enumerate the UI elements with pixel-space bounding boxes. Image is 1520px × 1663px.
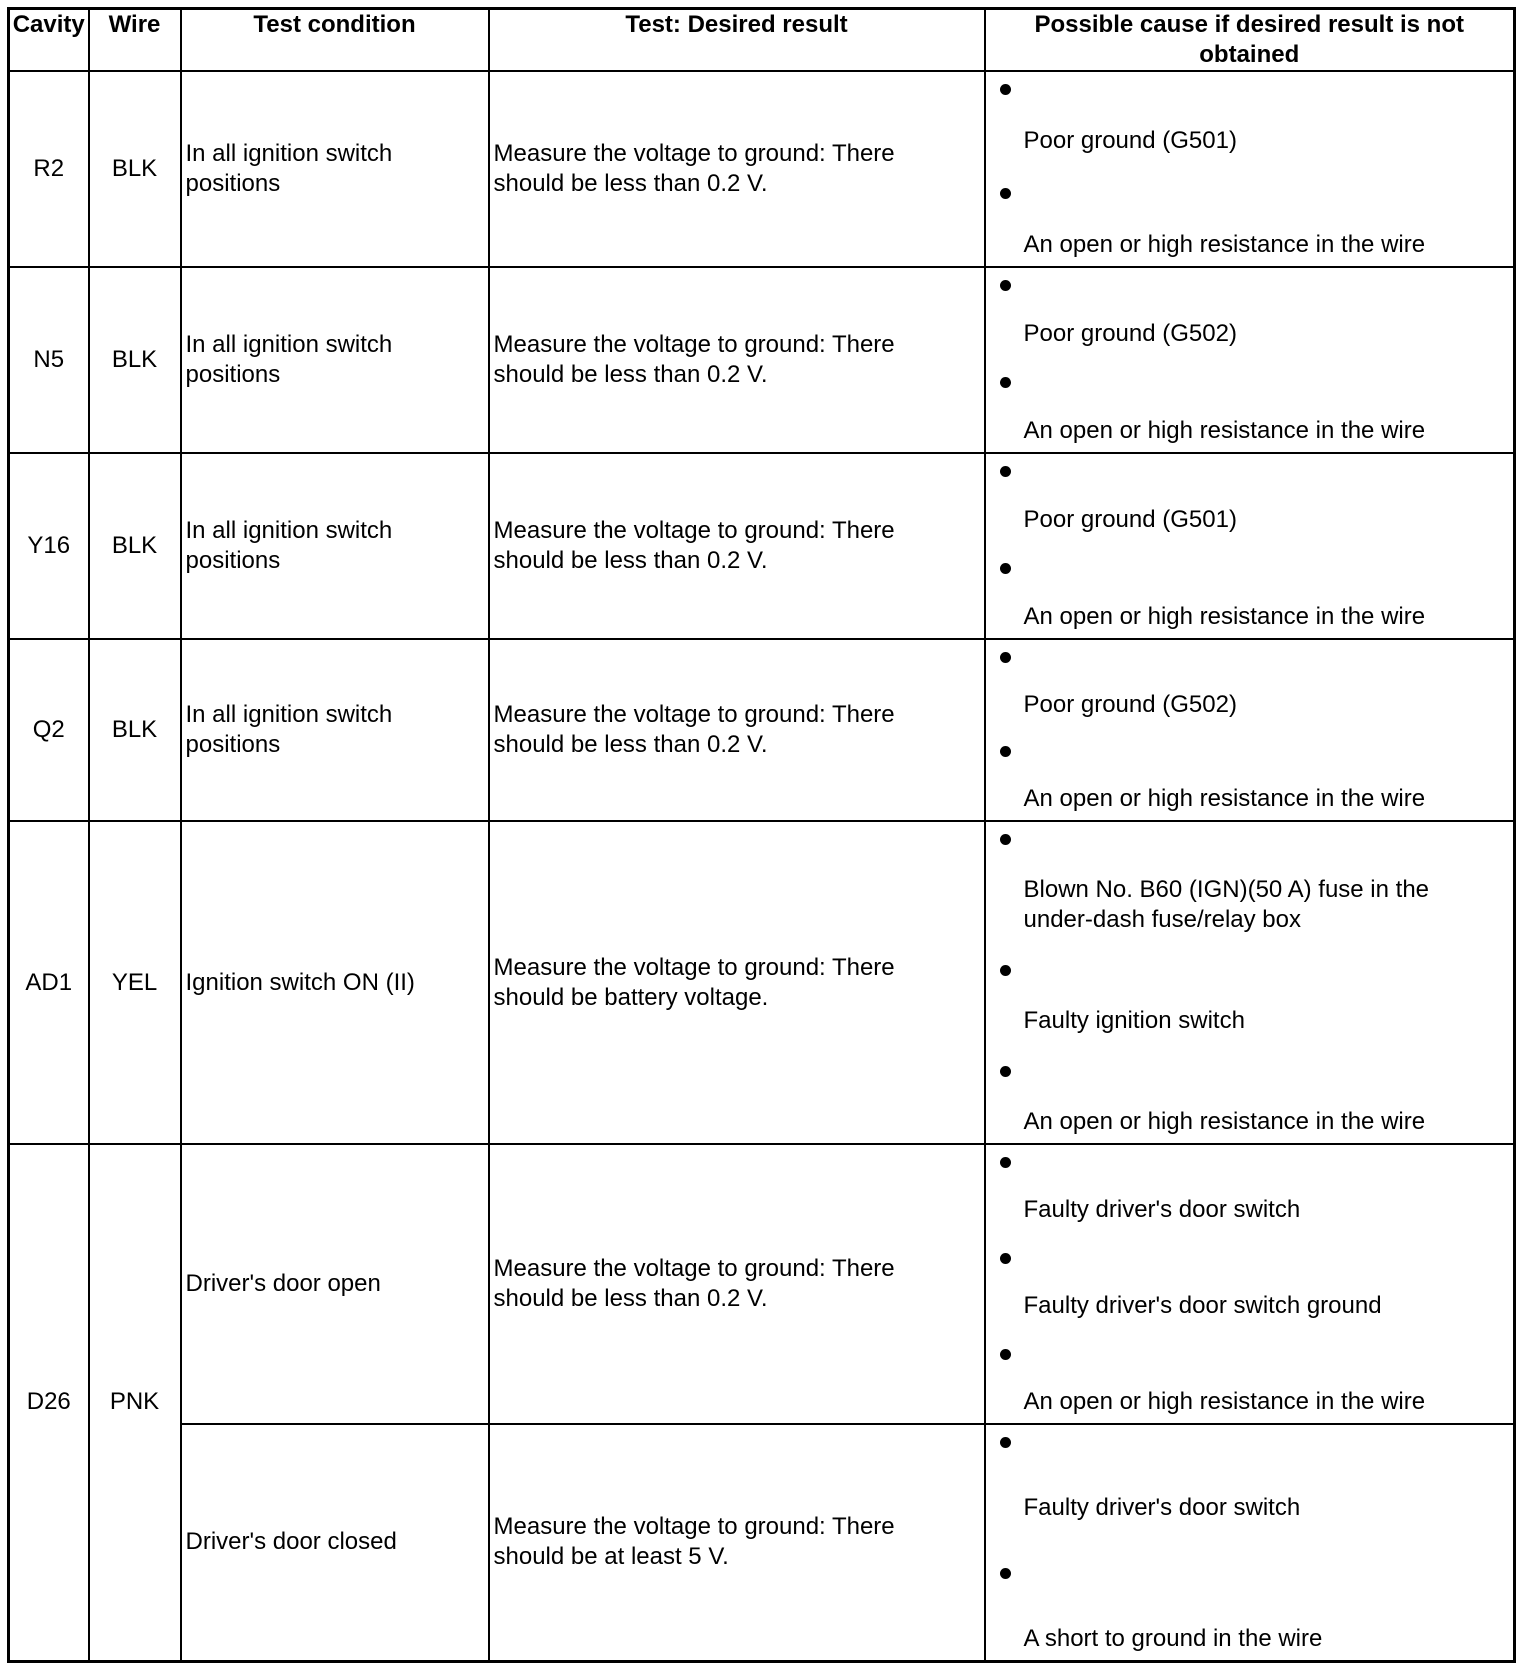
cause-text: An open or high resistance in the wire xyxy=(1023,1387,1426,1415)
cell-cavity: D26 xyxy=(9,1144,89,1661)
test-condition-text: Ignition switch ON (II) xyxy=(185,968,415,996)
cell-cavity: Y16 xyxy=(9,453,89,639)
cell-desired-result xyxy=(489,821,985,1144)
header-row xyxy=(9,9,1515,72)
table-row xyxy=(9,453,1515,639)
cause-text: An open or high resistance in the wire xyxy=(1023,230,1426,258)
cell-possible-cause xyxy=(985,267,1515,453)
cell-wire: YEL xyxy=(89,821,181,1144)
test-condition-text: Driver's door open xyxy=(185,1270,381,1297)
bullet-icon xyxy=(1000,377,1011,388)
bullet-icon xyxy=(1000,563,1011,574)
cause-text: Poor ground (G501) xyxy=(1023,127,1237,155)
cause-text: Faulty driver's door switch xyxy=(1023,1494,1301,1521)
bullet-icon xyxy=(1000,1349,1011,1360)
cell-test-condition xyxy=(181,639,489,821)
cell-test-condition xyxy=(181,1144,489,1424)
cell-wire: PNK xyxy=(89,1144,181,1661)
bullet-icon xyxy=(1000,1157,1011,1168)
cell-cavity: Q2 xyxy=(9,639,89,821)
troubleshooting-table xyxy=(7,7,1516,1663)
cause-text: An open or high resistance in the wire xyxy=(1023,417,1426,444)
cause-text: Blown No. B60 (IGN)(50 A) fuse in the under-dash fuse/relay box xyxy=(1023,876,1430,933)
cell-wire: BLK xyxy=(89,267,181,453)
cell-desired-result xyxy=(489,453,985,639)
cause-text: Faulty driver's door switch ground xyxy=(1023,1292,1382,1320)
bullet-icon xyxy=(1000,1437,1011,1448)
cell-possible-cause xyxy=(985,453,1515,639)
desired-result-text: Measure the voltage to ground: There should be at least 5 V. xyxy=(493,1513,895,1571)
desired-result-text: Measure the voltage to ground: There should be less than 0.2 V. xyxy=(493,331,895,388)
cell-possible-cause xyxy=(985,71,1515,267)
bullet-icon xyxy=(1000,965,1011,976)
cause-text: Poor ground (G502) xyxy=(1023,320,1237,347)
cell-test-condition xyxy=(181,71,489,267)
column-header-possible-cause: Possible cause if desired result is not obtained xyxy=(985,9,1515,72)
bullet-icon xyxy=(1000,84,1011,95)
table-row xyxy=(9,1424,1515,1661)
desired-result-text: Measure the voltage to ground: There should be less than 0.2 V. xyxy=(493,517,895,574)
cell-cavity: R2 xyxy=(9,71,89,267)
bullet-icon xyxy=(1000,280,1011,291)
column-header-test-condition: Test condition xyxy=(181,9,489,72)
table-row xyxy=(9,1144,1515,1424)
test-condition-text: In all ignition switch positions xyxy=(185,331,393,388)
cell-desired-result xyxy=(489,639,985,821)
column-header-wire: Wire xyxy=(89,9,181,72)
bullet-icon xyxy=(1000,652,1011,663)
table-row xyxy=(9,71,1515,267)
cell-desired-result xyxy=(489,71,985,267)
cell-test-condition xyxy=(181,821,489,1144)
test-condition-text: Driver's door closed xyxy=(185,1528,397,1556)
bullet-icon xyxy=(1000,1066,1011,1077)
cell-possible-cause xyxy=(985,1144,1515,1424)
cause-text: Faulty driver's door switch xyxy=(1023,1196,1301,1224)
bullet-icon xyxy=(1000,834,1011,845)
cause-text: An open or high resistance in the wire xyxy=(1023,603,1426,630)
desired-result-text: Measure the voltage to ground: There should be less than 0.2 V. xyxy=(493,701,895,758)
cell-possible-cause xyxy=(985,1424,1515,1661)
column-header-desired-result: Test: Desired result xyxy=(489,9,985,72)
table-row xyxy=(9,639,1515,821)
cell-possible-cause xyxy=(985,639,1515,821)
test-condition-text: In all ignition switch positions xyxy=(185,140,393,197)
cause-text: A short to ground in the wire xyxy=(1023,1625,1323,1652)
cause-text: Faulty ignition switch xyxy=(1023,1007,1245,1034)
column-header-cavity: Cavity xyxy=(9,9,89,72)
bullet-icon xyxy=(1000,1568,1011,1579)
cell-cavity: N5 xyxy=(9,267,89,453)
cause-text: Poor ground (G501) xyxy=(1023,506,1237,533)
test-condition-text: In all ignition switch positions xyxy=(185,517,393,574)
cause-text: An open or high resistance in the wire xyxy=(1023,784,1426,812)
desired-result-text: Measure the voltage to ground: There should be less than 0.2 V. xyxy=(493,1255,895,1312)
table-row xyxy=(9,267,1515,453)
cell-test-condition xyxy=(181,1424,489,1661)
bullet-icon xyxy=(1000,1253,1011,1264)
bullet-icon xyxy=(1000,466,1011,477)
cell-wire: BLK xyxy=(89,453,181,639)
desired-result-text: Measure the voltage to ground: There should be less than 0.2 V. xyxy=(493,140,895,197)
cell-wire: BLK xyxy=(89,71,181,267)
cause-text: Poor ground (G502) xyxy=(1023,690,1237,718)
cell-desired-result xyxy=(489,1144,985,1424)
bullet-icon xyxy=(1000,188,1011,199)
desired-result-text: Measure the voltage to ground: There should be battery voltage. xyxy=(493,953,895,1011)
cell-desired-result xyxy=(489,267,985,453)
cell-possible-cause xyxy=(985,821,1515,1144)
cell-desired-result xyxy=(489,1424,985,1661)
cell-cavity: AD1 xyxy=(9,821,89,1144)
cell-wire: BLK xyxy=(89,639,181,821)
cell-test-condition xyxy=(181,267,489,453)
test-condition-text: In all ignition switch positions xyxy=(185,701,393,758)
cause-text: An open or high resistance in the wire xyxy=(1023,1108,1426,1135)
cell-test-condition xyxy=(181,453,489,639)
bullet-icon xyxy=(1000,746,1011,757)
table-row xyxy=(9,821,1515,1144)
